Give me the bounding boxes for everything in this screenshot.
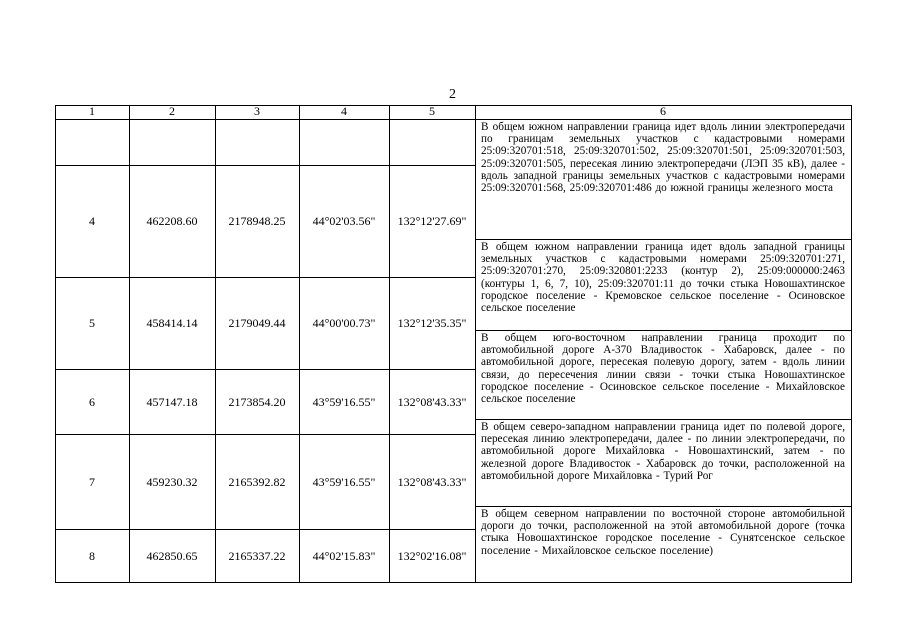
column-header: 6 xyxy=(660,104,666,118)
coord-x: 457147.18 xyxy=(146,394,198,409)
table-border xyxy=(475,330,852,331)
column-header: 4 xyxy=(341,104,347,118)
point-number: 8 xyxy=(89,548,95,563)
page-number: 2 xyxy=(449,87,456,102)
table-border xyxy=(475,105,476,583)
boundary-description: В общем северо-западном направлении граница идет по полевой дороге, пересекая линию электропередачи, далее - по линии электропередачи, по автомобильной дороге Михайловка - Новошахтинский, затем - по железной дороге Владивосток - Хабаровск до точки, расположенной на автомобильной дороге Михайловка - Турий Рог xyxy=(481,421,845,482)
boundary-points-table xyxy=(55,105,852,583)
latitude: 44°00'00.73" xyxy=(312,316,376,330)
latitude: 43°59'16.55" xyxy=(312,474,376,489)
latitude: 43°59'16.55" xyxy=(312,394,376,409)
point-number: 6 xyxy=(89,394,95,409)
coord-y: 2165337.22 xyxy=(228,548,286,563)
coord-y: 2173854.20 xyxy=(228,394,286,409)
table-border xyxy=(851,105,852,583)
column-header: 2 xyxy=(169,104,175,118)
latitude: 44°02'15.83" xyxy=(312,548,376,563)
longitude: 132°08'43.33" xyxy=(397,474,467,489)
longitude: 132°12'35.35" xyxy=(397,316,467,330)
coord-y: 2165392.82 xyxy=(228,474,286,489)
table-border xyxy=(475,506,852,507)
point-number: 4 xyxy=(89,214,95,228)
coord-y: 2178948.25 xyxy=(228,214,286,228)
table-border xyxy=(55,119,852,120)
point-number: 5 xyxy=(89,316,95,330)
coord-x: 458414.14 xyxy=(146,316,198,330)
column-header: 1 xyxy=(89,104,95,118)
coord-x: 462208.60 xyxy=(146,214,198,228)
column-header: 3 xyxy=(254,104,260,118)
column-header: 5 xyxy=(429,104,435,118)
boundary-description: В общем южном направлении граница идет вдоль линии электропередачи по границам земельных участков с кадастровыми номерами 25:09:320701:518, 25:09:320701:502, 25:09:320701:501, 25:09:320701:503, 25:09:320701:505, пересекая линию электропередачи (ЛЭП 35 кВ), далее - вдоль западной границы земельных участков с кадастровыми номерами 25:09:320701:568, 25:09:320701:486 до южной границы железного моста xyxy=(481,121,845,195)
longitude: 132°02'16.08" xyxy=(397,548,467,563)
table-border xyxy=(55,582,852,583)
boundary-description: В общем южном направлении граница идет вдоль западной границы земельных участков с кадастровыми номерами 25:09:320701:271, 25:09:320701:270, 25:09:320801:2233 (контур 2), 25:09:000000:2463 (контуры 1, 6, 7, 10), 25:09:320701:11 до точки стыка Новошахтинское городское поселение - Кремовское сельское поселение - Осиновское сельское поселение xyxy=(481,241,845,315)
point-number: 7 xyxy=(89,474,95,489)
boundary-description: В общем юго-восточном направлении граница проходит по автомобильной дороге А-370 Владивосток - Хабаровск, далее - по автомобильной дороге, пересекая полевую дорогу, затем - вдоль линии связи, до пересечения линии связи - точки стыка Новошахтинское городское поселение - Осиновское сельское поселение - Михайловское сельское поселение xyxy=(481,332,845,406)
coord-x: 462850.65 xyxy=(146,548,198,563)
coord-y: 2179049.44 xyxy=(228,316,286,330)
table-border xyxy=(475,419,852,420)
table-border xyxy=(475,239,852,240)
longitude: 132°12'27.69" xyxy=(397,214,467,228)
longitude: 132°08'43.33" xyxy=(397,394,467,409)
coord-x: 459230.32 xyxy=(146,474,198,489)
boundary-description: В общем северном направлении по восточной стороне автомобильной дороги до точки, расположенной на этой автомобильной дороге (точка стыка Новошахтинское городское поселение - Сунятсенское сельское поселение - Михайловское сельское поселение) xyxy=(481,508,845,557)
latitude: 44°02'03.56" xyxy=(312,214,376,228)
